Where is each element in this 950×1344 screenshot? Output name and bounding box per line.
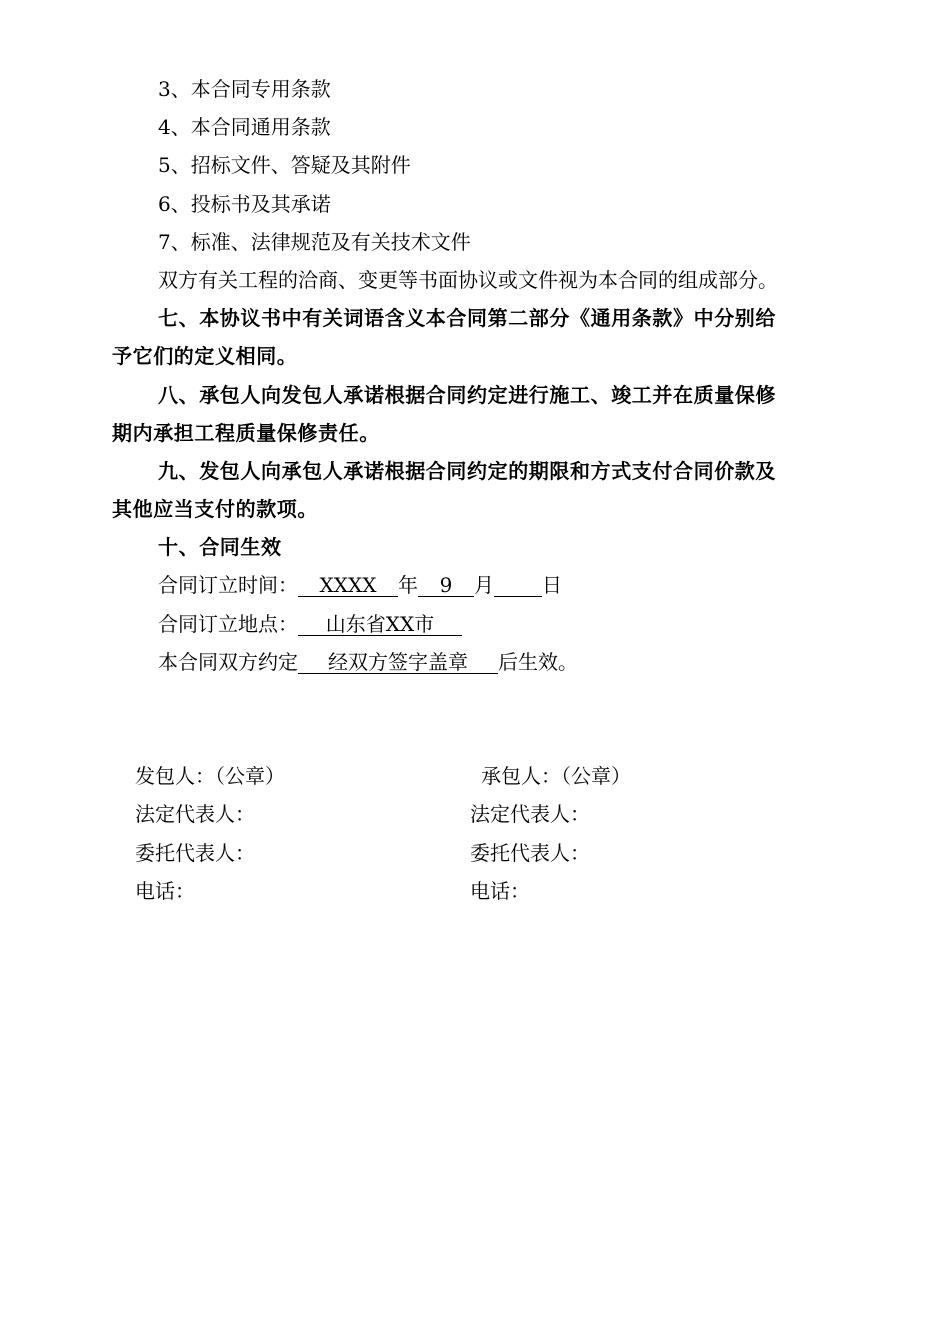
employer-phone: 电话： [135, 879, 195, 903]
agree-field: 经双方签字盖章 [298, 651, 498, 674]
place-field: 山东省XX市 [298, 613, 462, 636]
composition-note: 双方有关工程的洽商、变更等书面协议或文件视为本合同的组成部分。 [158, 268, 778, 292]
list-item: 6、投标书及其承诺 [158, 192, 331, 216]
list-item: 4、本合同通用条款 [158, 115, 331, 139]
year-suffix: 年 [398, 573, 418, 597]
agree-suffix: 后生效。 [498, 650, 578, 674]
employer-agent: 委托代表人： [135, 841, 255, 865]
clause-ten-title: 十、合同生效 [158, 535, 282, 559]
month-suffix: 月 [474, 573, 494, 597]
contract-place-line [158, 612, 462, 636]
month-field: 9 [418, 574, 474, 597]
clause-nine-line1: 九、发包人向承包人承诺根据合同约定的期限和方式支付合同价款及 [158, 459, 776, 483]
employer-legal-rep: 法定代表人： [135, 802, 255, 826]
clause-nine-line2: 其他应当支付的款项。 [112, 497, 318, 521]
contractor-legal-rep: 法定代表人： [470, 802, 590, 826]
place-label: 合同订立地点： [158, 612, 298, 636]
clause-eight-line1: 八、承包人向发包人承诺根据合同约定进行施工、竣工并在质量保修 [158, 383, 776, 407]
year-field: XXXX [298, 574, 398, 597]
day-suffix: 日 [542, 573, 562, 597]
contract-date-line [158, 573, 562, 597]
contractor-agent: 委托代表人： [470, 841, 590, 865]
list-item: 7、标准、法律规范及有关技术文件 [158, 230, 471, 254]
agree-prefix: 本合同双方约定 [158, 650, 298, 674]
date-label: 合同订立时间： [158, 573, 298, 597]
list-item: 5、招标文件、答疑及其附件 [158, 153, 411, 177]
clause-seven-line2: 予它们的定义相同。 [112, 344, 298, 368]
day-field [494, 574, 542, 597]
contractor-party: 承包人：（公章） [481, 764, 631, 788]
employer-party: 发包人：（公章） [135, 764, 285, 788]
clause-seven-line1: 七、本协议书中有关词语含义本合同第二部分《通用条款》中分别给 [158, 306, 776, 330]
contractor-phone: 电话： [470, 879, 530, 903]
effect-agreement-line [158, 650, 578, 674]
clause-eight-line2: 期内承担工程质量保修责任。 [112, 421, 380, 445]
list-item: 3、本合同专用条款 [158, 77, 331, 101]
